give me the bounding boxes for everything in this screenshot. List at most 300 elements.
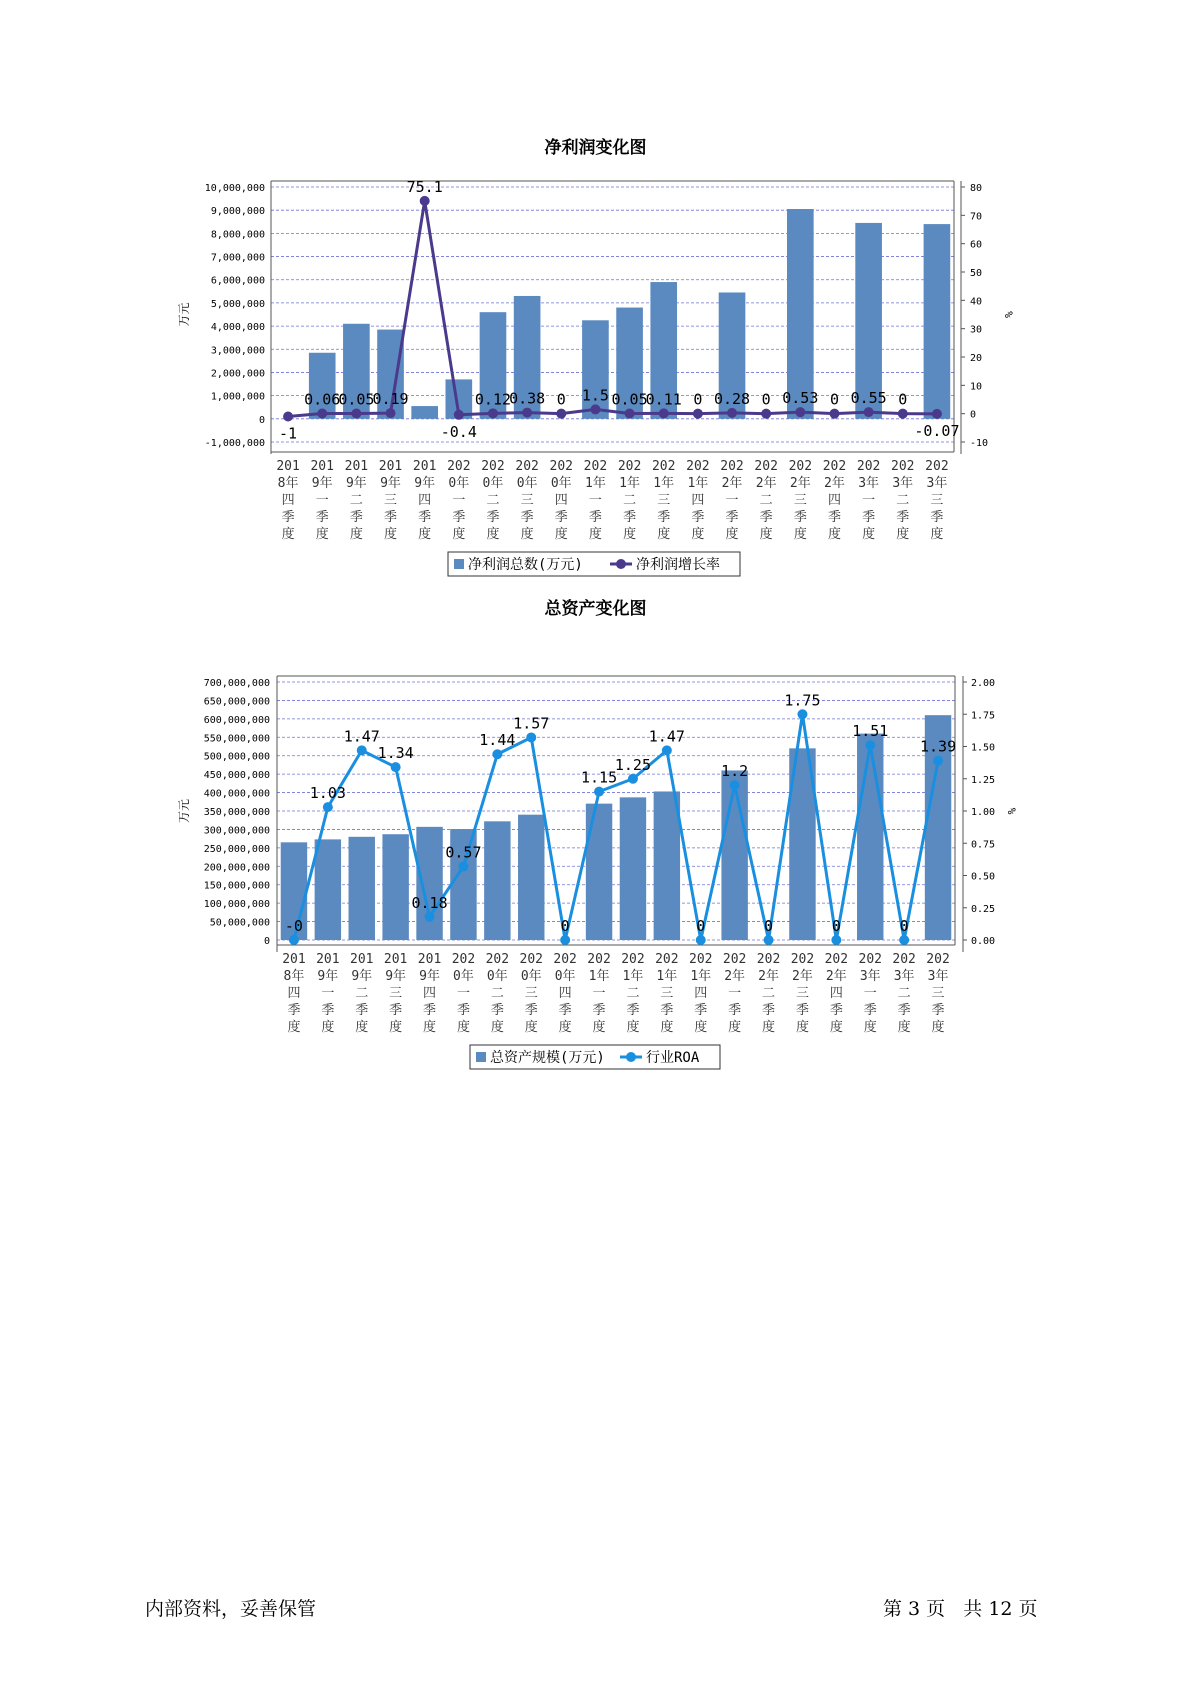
- x-tick-label: 二: [759, 493, 773, 508]
- x-tick-label: 季: [592, 1003, 606, 1018]
- y-tick-label: 50,000,000: [209, 917, 270, 929]
- y2-tick-label: 10: [970, 381, 983, 393]
- x-tick-label: 202: [447, 459, 471, 474]
- x-tick-label: 季: [452, 510, 466, 525]
- data-label: 1.57: [513, 714, 550, 733]
- x-tick-label: 度: [931, 1020, 945, 1035]
- x-tick-label: 1年: [622, 969, 644, 984]
- data-label: 0.57: [445, 843, 482, 862]
- data-label: 75.1: [406, 177, 443, 196]
- line-point: [899, 935, 909, 945]
- x-tick-label: 9年: [419, 969, 440, 984]
- x-tick-label: 度: [691, 527, 705, 542]
- x-tick-label: 201: [282, 952, 306, 967]
- y2-tick-label: 0.75: [971, 839, 996, 851]
- line-point: [560, 935, 570, 945]
- bar: [924, 224, 951, 419]
- line-point: [727, 408, 737, 418]
- x-tick-label: 9年: [385, 969, 407, 984]
- assets-chart-title: 总资产变化图: [544, 599, 647, 619]
- y-tick-label: 600,000,000: [203, 714, 270, 726]
- line-point: [795, 407, 805, 417]
- line-point: [865, 740, 875, 750]
- data-label: 0: [693, 390, 703, 409]
- x-tick-label: 202: [689, 952, 713, 967]
- x-tick-label: 201: [417, 952, 442, 967]
- x-tick-label: 二: [349, 493, 363, 508]
- x-tick-label: 202: [553, 952, 577, 967]
- line-point: [425, 912, 435, 922]
- line-point: [628, 774, 638, 784]
- data-label: 0.18: [411, 893, 448, 912]
- x-tick-label: 1年: [656, 969, 678, 984]
- x-tick-label: 202: [925, 459, 949, 474]
- line-point: [933, 756, 943, 766]
- x-tick-label: 度: [657, 527, 671, 542]
- x-tick-label: 201: [383, 952, 408, 967]
- x-tick-label: 季: [626, 1003, 640, 1018]
- x-tick-label: 三: [793, 493, 807, 508]
- bar: [411, 406, 438, 419]
- y2-tick-label: 50: [970, 268, 983, 279]
- y2-tick-label: 0.50: [971, 871, 996, 883]
- y2-tick-label: 1.25: [971, 774, 996, 786]
- line-point: [386, 408, 396, 418]
- x-tick-label: 季: [588, 510, 602, 525]
- x-tick-label: 202: [515, 459, 539, 474]
- legend-bar-swatch: [476, 1052, 486, 1062]
- x-tick-label: 1年: [619, 476, 640, 491]
- x-tick-label: 1年: [690, 969, 712, 984]
- bar: [857, 734, 883, 940]
- x-tick-label: 度: [321, 1020, 335, 1035]
- data-label: 0.55: [850, 389, 887, 408]
- y-tick-label: 4,000,000: [210, 322, 265, 334]
- x-tick-label: 202: [621, 952, 645, 967]
- bar: [654, 791, 680, 940]
- data-label: 0: [556, 390, 566, 409]
- y2-tick-label: 20: [970, 353, 983, 364]
- x-tick-label: 度: [558, 1020, 572, 1035]
- line-point: [761, 409, 771, 419]
- y-tick-label: 350,000,000: [203, 807, 270, 818]
- y2-axis-label: %: [1002, 311, 1015, 318]
- data-label: 0: [560, 917, 570, 935]
- y-tick-label: 3,000,000: [210, 345, 265, 357]
- line-point: [898, 409, 908, 419]
- y-tick-label: 0: [258, 414, 265, 426]
- y-tick-label: 250,000,000: [203, 843, 270, 855]
- x-tick-label: 季: [389, 1003, 403, 1018]
- x-tick-label: 9年: [414, 476, 436, 491]
- x-tick-label: 度: [897, 1020, 911, 1035]
- line-point: [458, 861, 468, 871]
- x-tick-label: 202: [549, 459, 574, 474]
- x-tick-label: 四: [829, 986, 843, 1001]
- x-tick-label: 季: [863, 1003, 877, 1018]
- x-tick-label: 四: [554, 493, 568, 508]
- x-tick-label: 202: [655, 952, 679, 967]
- legend-line-label: 净利润增长率: [636, 557, 720, 573]
- y-tick-label: 5,000,000: [210, 298, 265, 310]
- x-tick-label: 202: [722, 952, 747, 967]
- x-tick-label: 202: [587, 952, 611, 967]
- x-tick-label: 2年: [792, 969, 813, 984]
- x-tick-label: 季: [524, 1003, 538, 1018]
- data-label: 0.11: [645, 390, 682, 409]
- data-label: 0: [831, 917, 841, 935]
- footer-confidential-note: 内部资料，妥善保管: [145, 1598, 317, 1620]
- bar: [484, 821, 510, 940]
- y2-tick-label: 40: [970, 296, 983, 308]
- data-label: 0.06: [304, 390, 341, 409]
- legend-line-marker: [616, 559, 626, 569]
- x-tick-label: 3年: [892, 476, 914, 491]
- x-tick-label: 二: [355, 986, 369, 1001]
- data-label: 1.25: [614, 755, 652, 774]
- y-tick-label: 650,000,000: [203, 696, 270, 708]
- bar: [349, 837, 375, 940]
- x-tick-label: 9年: [317, 969, 339, 984]
- x-tick-label: 四: [827, 493, 841, 508]
- x-tick-label: 季: [896, 510, 910, 525]
- y-tick-label: 7,000,000: [210, 252, 265, 264]
- x-tick-label: 202: [788, 459, 813, 474]
- x-tick-label: 3年: [926, 476, 948, 491]
- x-tick-label: 二: [486, 493, 500, 508]
- x-tick-label: 季: [384, 510, 398, 525]
- legend-line-marker: [626, 1052, 636, 1062]
- x-tick-label: 度: [423, 1020, 437, 1035]
- x-tick-label: 202: [824, 952, 849, 967]
- x-tick-label: 三: [657, 493, 671, 508]
- data-label: -0.4: [440, 422, 477, 441]
- x-tick-label: 度: [694, 1020, 708, 1035]
- line-point: [323, 802, 333, 812]
- data-label: 0: [898, 390, 908, 409]
- line-point: [797, 709, 807, 719]
- bar: [787, 209, 814, 419]
- x-tick-label: 季: [759, 510, 773, 525]
- data-label: 1.34: [377, 744, 414, 763]
- x-tick-label: 201: [316, 952, 340, 967]
- x-tick-label: 三: [930, 493, 944, 508]
- x-tick-label: 季: [657, 510, 671, 525]
- x-tick-label: 二: [762, 986, 776, 1001]
- line-point: [594, 787, 604, 797]
- y2-tick-label: 70: [970, 211, 983, 223]
- x-tick-label: 0年: [448, 476, 470, 491]
- data-label: 0: [761, 390, 771, 409]
- line-point: [488, 408, 498, 418]
- y-tick-label: 1,000,000: [210, 391, 265, 403]
- x-tick-label: 季: [558, 1003, 572, 1018]
- x-tick-label: 季: [660, 1003, 674, 1018]
- data-label: 0: [899, 917, 909, 935]
- x-tick-label: 季: [287, 1003, 301, 1018]
- y2-tick-label: 0.00: [971, 936, 996, 947]
- y-tick-label: 10,000,000: [204, 183, 265, 194]
- line-point: [391, 762, 401, 772]
- x-tick-label: 度: [349, 527, 363, 542]
- x-tick-label: 季: [456, 1003, 470, 1018]
- x-tick-label: 0年: [516, 476, 538, 491]
- x-tick-label: 202: [754, 459, 778, 474]
- y-tick-label: 200,000,000: [203, 862, 270, 874]
- data-label: 1.03: [309, 784, 346, 803]
- x-tick-label: 201: [412, 459, 437, 474]
- x-tick-label: 3年: [858, 476, 880, 491]
- x-tick-label: 度: [486, 527, 500, 542]
- x-tick-label: 一: [728, 986, 742, 1001]
- x-tick-label: 202: [892, 952, 916, 967]
- x-tick-label: 度: [418, 527, 432, 542]
- x-tick-label: 2年: [758, 969, 779, 984]
- bar: [416, 827, 442, 940]
- x-tick-label: 202: [651, 459, 676, 474]
- line-point: [590, 404, 600, 414]
- x-tick-label: 季: [793, 510, 807, 525]
- x-tick-label: 度: [863, 1020, 877, 1035]
- bar: [620, 797, 646, 940]
- x-tick-label: 8年: [283, 969, 305, 984]
- x-tick-label: 二: [490, 986, 504, 1001]
- y2-tick-label: 1.00: [971, 807, 996, 818]
- data-label: 0: [829, 390, 839, 409]
- x-tick-label: 度: [287, 1020, 301, 1035]
- y-tick-label: -1,000,000: [204, 438, 265, 449]
- data-label: 0.12: [474, 390, 512, 409]
- x-tick-label: 二: [623, 493, 637, 508]
- bar: [382, 834, 408, 940]
- y-tick-label: 2,000,000: [210, 368, 265, 380]
- x-tick-label: 0年: [554, 969, 576, 984]
- x-tick-label: 一: [725, 493, 739, 508]
- data-label: 0.38: [509, 389, 546, 408]
- data-label: 0.53: [782, 389, 819, 408]
- x-tick-label: 季: [355, 1003, 369, 1018]
- y-tick-label: 100,000,000: [203, 899, 270, 911]
- x-tick-label: 8年: [277, 476, 299, 491]
- x-tick-label: 202: [686, 459, 710, 474]
- legend-line-label: 行业ROA: [646, 1050, 700, 1066]
- x-tick-label: 度: [793, 527, 807, 542]
- x-tick-label: 0年: [482, 476, 504, 491]
- data-label: 1.44: [479, 731, 516, 750]
- line-point: [317, 408, 327, 418]
- x-tick-label: 度: [930, 527, 944, 542]
- x-tick-label: 202: [891, 459, 915, 474]
- x-tick-label: 四: [423, 986, 437, 1001]
- x-tick-label: 201: [350, 952, 374, 967]
- x-tick-label: 202: [856, 459, 881, 474]
- line-point: [829, 409, 839, 419]
- y2-tick-label: 1.50: [971, 742, 996, 754]
- line-point: [659, 408, 669, 418]
- x-tick-label: 9年: [380, 476, 401, 491]
- line-point: [932, 409, 942, 419]
- line-point: [696, 935, 706, 945]
- data-label: -1: [279, 424, 298, 443]
- x-tick-label: 季: [554, 510, 568, 525]
- line-point: [351, 409, 361, 419]
- x-tick-label: 四: [281, 493, 295, 508]
- x-tick-label: 四: [558, 986, 572, 1001]
- y-tick-label: 700,000,000: [203, 678, 270, 689]
- x-tick-label: 季: [423, 1003, 437, 1018]
- x-tick-label: 2年: [721, 476, 743, 491]
- x-tick-label: 季: [490, 1003, 504, 1018]
- x-tick-label: 度: [592, 1020, 606, 1035]
- x-tick-label: 202: [756, 952, 781, 967]
- x-tick-label: 度: [554, 527, 568, 542]
- x-tick-label: 度: [759, 527, 773, 542]
- x-tick-label: 201: [276, 459, 300, 474]
- x-tick-label: 季: [486, 510, 500, 525]
- x-tick-label: 度: [452, 527, 466, 542]
- y2-tick-label: 1.75: [971, 710, 996, 722]
- x-tick-label: 1年: [653, 476, 675, 491]
- x-tick-label: 201: [344, 459, 369, 474]
- data-label: 0.19: [372, 390, 409, 409]
- line-point: [283, 412, 293, 422]
- x-tick-label: 季: [520, 510, 534, 525]
- bar: [721, 770, 747, 940]
- x-tick-label: 一: [456, 986, 470, 1001]
- bar: [315, 839, 341, 940]
- data-label: 1.47: [343, 727, 380, 746]
- y-tick-label: 9,000,000: [210, 206, 265, 218]
- x-tick-label: 202: [485, 952, 510, 967]
- x-tick-label: 一: [592, 986, 606, 1001]
- x-tick-label: 季: [315, 510, 329, 525]
- x-tick-label: 度: [384, 527, 398, 542]
- y-tick-label: 550,000,000: [203, 733, 270, 745]
- data-label: 1.75: [784, 691, 821, 710]
- y-tick-label: 500,000,000: [203, 751, 270, 763]
- line-point: [730, 780, 740, 790]
- x-tick-label: 202: [519, 952, 543, 967]
- footer-page-number: 第 3 页 共 12 页: [883, 1598, 1038, 1620]
- x-tick-label: 202: [451, 952, 476, 967]
- x-tick-label: 度: [896, 527, 910, 542]
- x-tick-label: 季: [827, 510, 841, 525]
- x-tick-label: 2年: [755, 476, 777, 491]
- y-tick-label: 6,000,000: [210, 275, 265, 287]
- y-tick-label: 150,000,000: [203, 880, 270, 892]
- x-tick-label: 三: [520, 493, 534, 508]
- x-tick-label: 度: [524, 1020, 538, 1035]
- y2-tick-label: 80: [970, 183, 983, 194]
- data-label: 1.39: [919, 737, 957, 756]
- x-tick-label: 四: [418, 493, 432, 508]
- x-tick-label: 季: [281, 510, 295, 525]
- x-tick-label: 度: [827, 527, 841, 542]
- x-tick-label: 季: [897, 1003, 911, 1018]
- assets-chart: [0, 612, 1191, 1082]
- x-tick-label: 202: [858, 952, 882, 967]
- y2-tick-label: 0: [970, 409, 977, 421]
- x-tick-label: 度: [795, 1020, 809, 1035]
- x-tick-label: 3年: [859, 969, 881, 984]
- x-tick-label: 二: [897, 986, 911, 1001]
- x-tick-label: 二: [626, 986, 640, 1001]
- line-point: [357, 745, 367, 755]
- x-tick-label: 度: [355, 1020, 369, 1035]
- bar: [518, 815, 544, 940]
- x-tick-label: 202: [926, 952, 950, 967]
- line-point: [522, 408, 532, 418]
- x-tick-label: 202: [617, 459, 642, 474]
- x-tick-label: 季: [795, 1003, 809, 1018]
- data-label: 1.15: [580, 768, 618, 787]
- x-tick-label: 1年: [588, 969, 610, 984]
- x-tick-label: 度: [626, 1020, 640, 1035]
- line-point: [693, 409, 703, 419]
- y-tick-label: 0: [263, 936, 270, 947]
- x-tick-label: 一: [452, 493, 466, 508]
- x-tick-label: 度: [623, 527, 637, 542]
- x-tick-label: 四: [287, 986, 301, 1001]
- x-tick-label: 0年: [550, 476, 572, 491]
- x-tick-label: 202: [822, 459, 847, 474]
- x-tick-label: 3年: [927, 969, 949, 984]
- x-tick-label: 3年: [893, 969, 915, 984]
- line-point: [764, 935, 774, 945]
- x-tick-label: 202: [583, 459, 608, 474]
- line-point: [864, 407, 874, 417]
- data-label: 1.47: [648, 727, 685, 746]
- legend-bar-swatch: [454, 559, 464, 569]
- x-tick-label: 度: [728, 1020, 742, 1035]
- x-tick-label: 度: [725, 527, 739, 542]
- x-tick-label: 202: [790, 952, 815, 967]
- x-tick-label: 度: [588, 527, 602, 542]
- line-point: [831, 935, 841, 945]
- x-tick-label: 季: [623, 510, 637, 525]
- line-point: [289, 935, 299, 945]
- data-label: -0.07: [914, 421, 960, 440]
- profit-chart: [0, 150, 1191, 620]
- x-tick-label: 季: [930, 510, 944, 525]
- x-tick-label: 季: [728, 1003, 742, 1018]
- y-tick-label: 300,000,000: [203, 825, 270, 837]
- x-tick-label: 一: [588, 493, 602, 508]
- x-tick-label: 201: [378, 459, 403, 474]
- x-tick-label: 三: [931, 986, 945, 1001]
- x-tick-label: 0年: [520, 969, 542, 984]
- data-label: 0: [764, 917, 774, 935]
- x-tick-label: 1年: [585, 476, 606, 491]
- line-point: [526, 732, 536, 742]
- y2-tick-label: 2.00: [971, 678, 996, 689]
- x-tick-label: 201: [310, 459, 334, 474]
- x-tick-label: 四: [691, 493, 705, 508]
- line-point: [420, 196, 430, 206]
- y-axis-label: 万元: [177, 798, 191, 824]
- x-tick-label: 度: [762, 1020, 776, 1035]
- x-tick-label: 季: [829, 1003, 843, 1018]
- data-label: 0: [696, 917, 706, 935]
- x-tick-label: 2年: [824, 476, 845, 491]
- x-tick-label: 一: [315, 493, 329, 508]
- y-tick-label: 450,000,000: [203, 770, 270, 782]
- x-tick-label: 四: [694, 986, 708, 1001]
- x-tick-label: 9年: [311, 476, 333, 491]
- x-tick-label: 2年: [825, 969, 847, 984]
- x-tick-label: 9年: [345, 476, 367, 491]
- x-tick-label: 季: [691, 510, 705, 525]
